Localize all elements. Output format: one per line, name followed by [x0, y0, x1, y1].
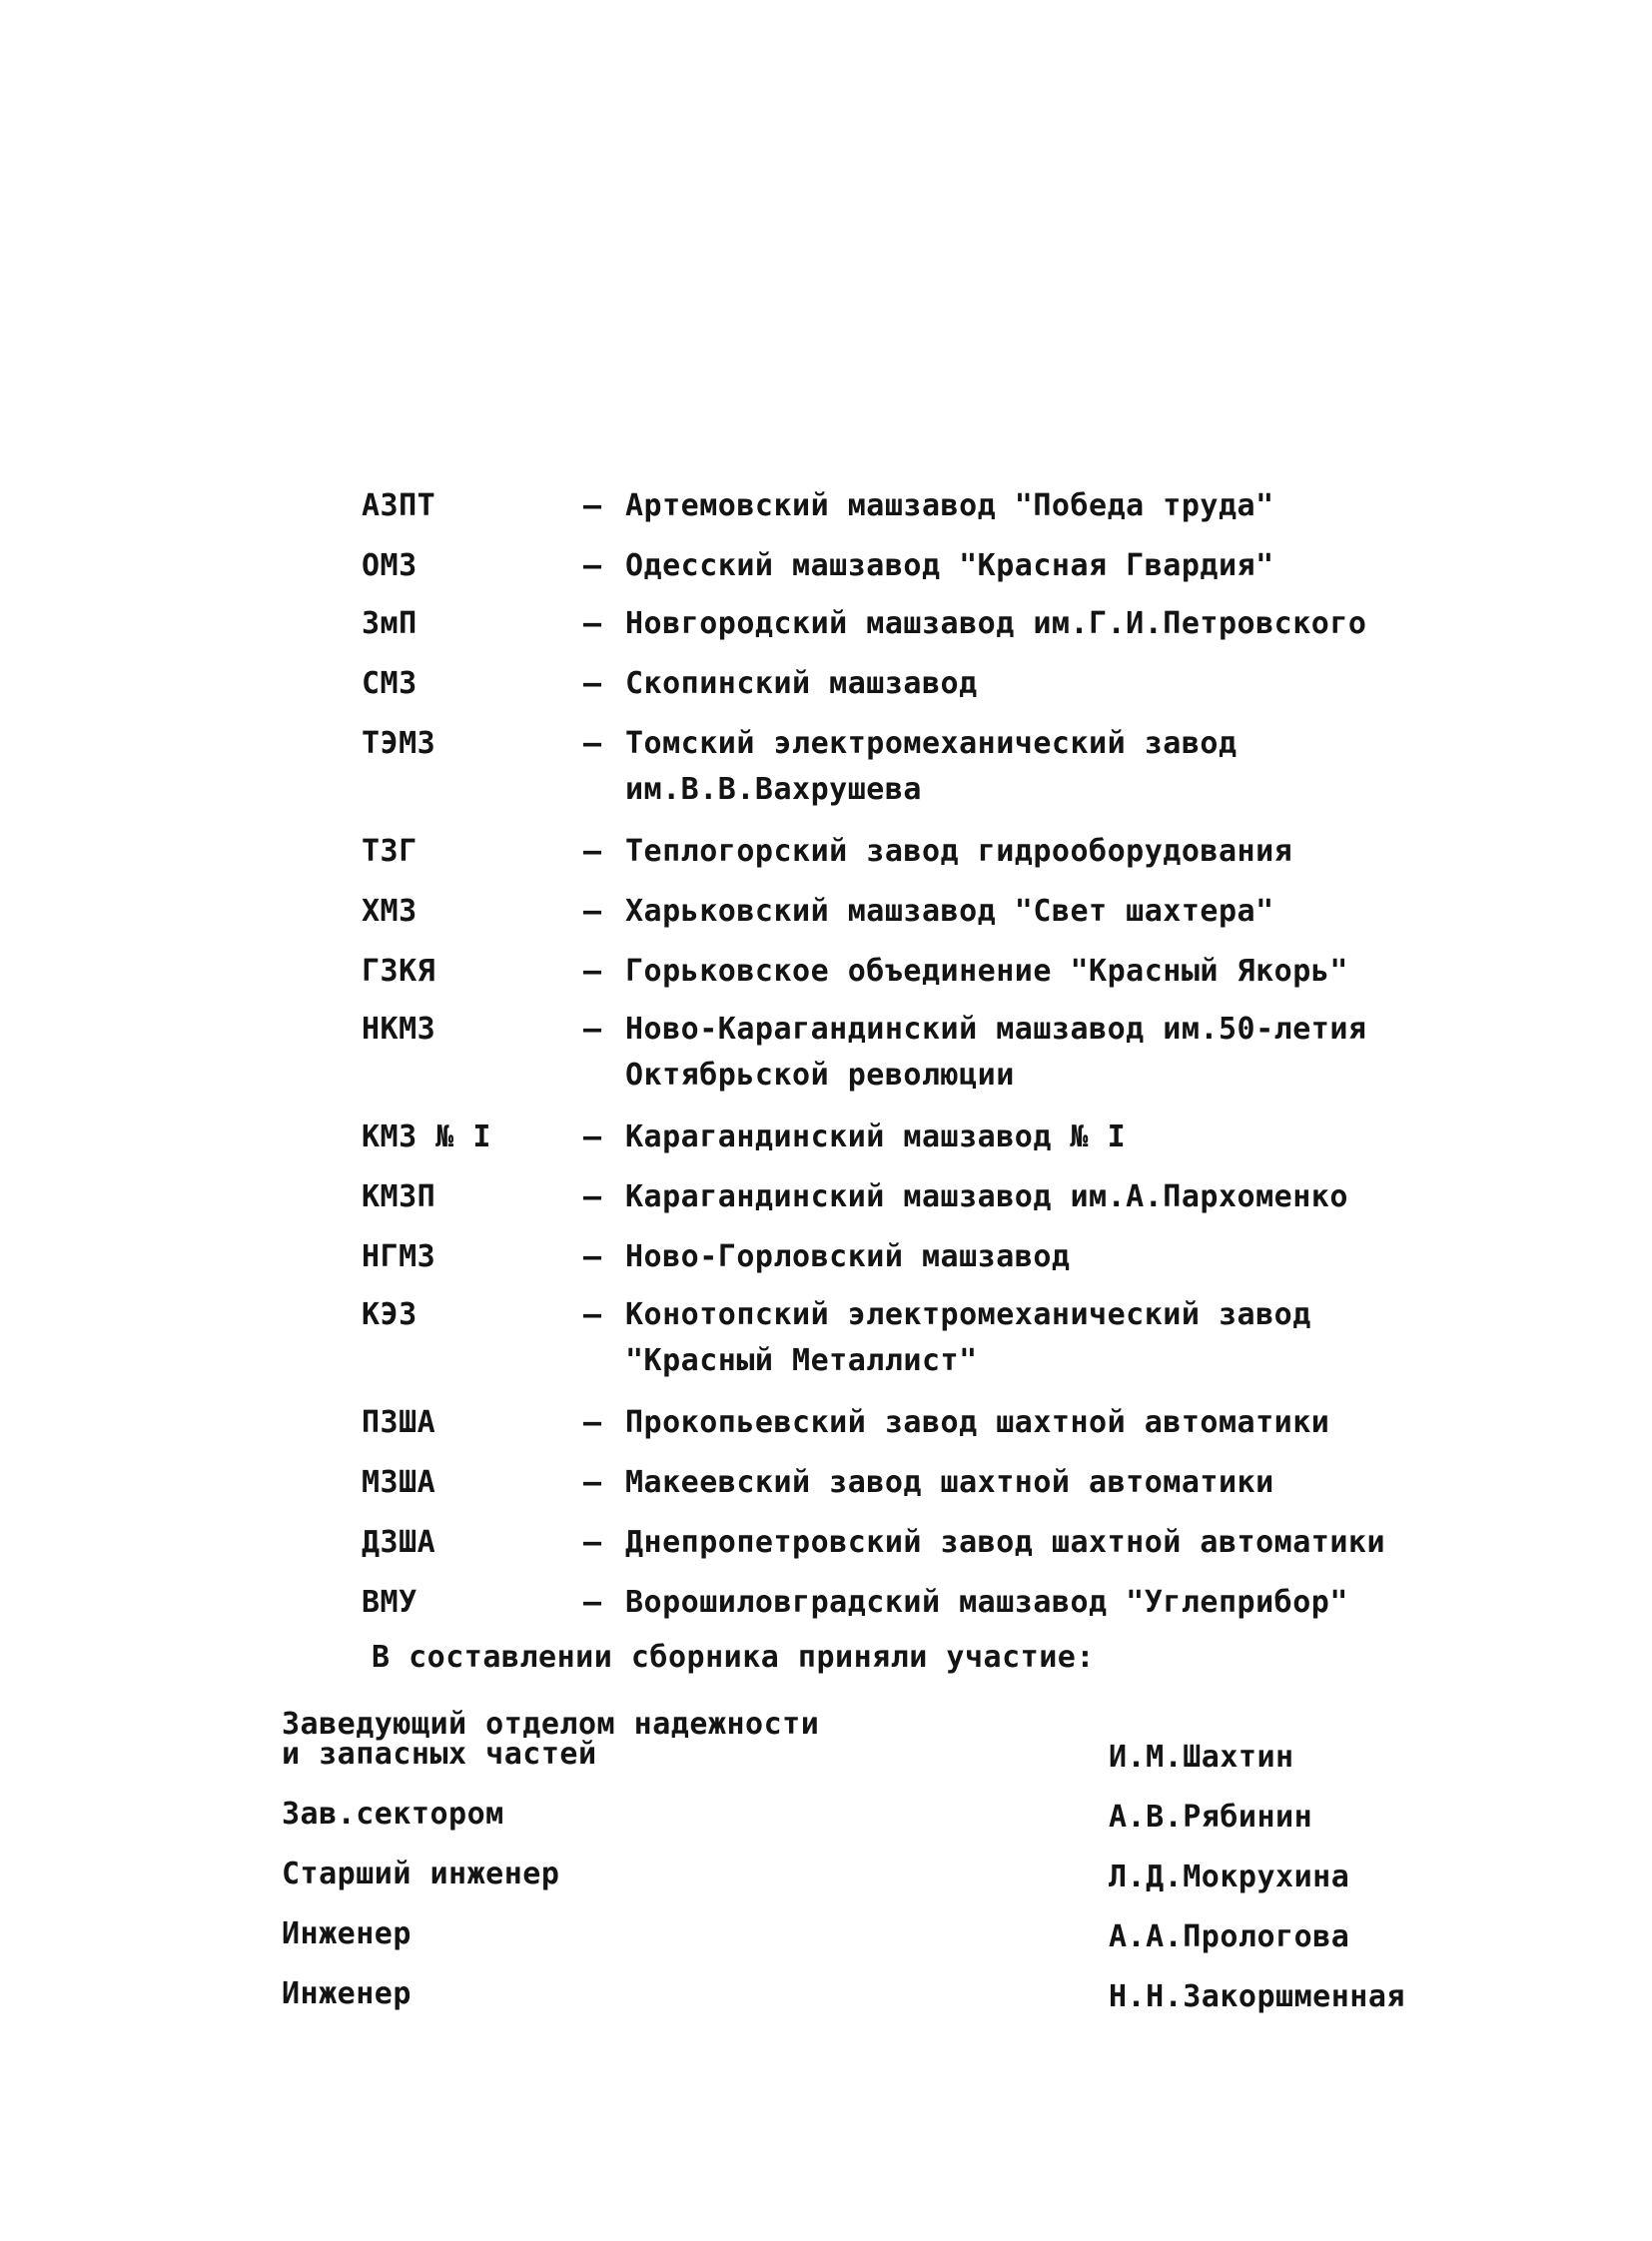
contributor-role: Инженер [282, 1976, 412, 2011]
abbreviation: СМЗ [362, 666, 417, 701]
dash: – [583, 548, 602, 583]
description-line: Октябрьской революции [625, 1058, 1015, 1093]
abbreviation: ОМЗ [362, 548, 417, 583]
abbreviation: ДЗША [362, 1525, 436, 1560]
abbreviation-description [625, 1174, 1524, 1220]
description-line: Харьковский машзавод "Свет шахтера" [625, 894, 1274, 929]
abbreviation: ПЗША [362, 1405, 436, 1440]
description-line: Ново-Карагандинский машзавод им.50-летия [625, 1012, 1367, 1047]
dash: – [583, 1239, 602, 1274]
dash: – [583, 726, 602, 761]
description-line: Одесский машзавод "Красная Гвардия" [625, 548, 1274, 583]
description-line: им.В.В.Вахрушева [625, 772, 922, 807]
dash: – [583, 834, 602, 869]
dash: – [583, 1525, 602, 1560]
abbreviation: КЭЗ [362, 1297, 417, 1332]
abbreviation-description [625, 829, 1524, 875]
contributor-role: Инженер [282, 1916, 412, 1951]
abbreviation-description [625, 1007, 1524, 1099]
description-line: "Красный Металлист" [625, 1343, 978, 1378]
dash: – [583, 1012, 602, 1047]
contributor-role: Заведующий отделом надежности и запасных частей [282, 1707, 820, 1772]
description-line: Артемовский машзавод "Победа труда" [625, 488, 1274, 523]
description-line: Днепропетровский завод шахтной автоматики [625, 1525, 1386, 1560]
abbreviation: КМЗ № I [362, 1120, 491, 1154]
description-line: Макеевский завод шахтной автоматики [625, 1465, 1274, 1500]
contributor-name: Н.Н.Закоршменная [1109, 1979, 1405, 2014]
description-line: Скопинский машзавод [625, 666, 978, 701]
dash: – [583, 1179, 602, 1214]
dash: – [583, 894, 602, 929]
abbreviation-description [625, 1234, 1524, 1280]
abbreviation-description [625, 601, 1524, 647]
contributor-name: Л.Д.Мокрухина [1109, 1860, 1350, 1894]
dash: – [583, 1405, 602, 1440]
abbreviation-description [625, 1400, 1524, 1446]
description-line: Карагандинский машзавод им.А.Пархоменко [625, 1179, 1348, 1214]
dash: – [583, 1465, 602, 1500]
dash: – [583, 1120, 602, 1154]
contributor-name: А.А.Прологова [1109, 1919, 1350, 1954]
abbreviation-description [625, 889, 1524, 935]
description-line: Теплогорский завод гидрооборудования [625, 834, 1293, 869]
abbreviation-description [625, 1115, 1524, 1160]
abbreviation: АЗПТ [362, 488, 436, 523]
contributor-name: И.М.Шахтин [1109, 1740, 1294, 1775]
description-line: Карагандинский машзавод № I [625, 1120, 1127, 1154]
contributor-role: Зав.сектором [282, 1797, 504, 1832]
description-line: Томский электромеханический завод [625, 726, 1238, 761]
abbreviation: ХМЗ [362, 894, 417, 929]
dash: – [583, 1585, 602, 1620]
abbreviation-description [625, 661, 1524, 707]
abbreviation: НКМЗ [362, 1012, 436, 1047]
description-line: Конотопский электромеханический завод [625, 1297, 1311, 1332]
abbreviation: КМЗП [362, 1179, 436, 1214]
abbreviation: ТЭМЗ [362, 726, 436, 761]
dash: – [583, 488, 602, 523]
abbreviation-description [625, 1520, 1524, 1566]
description-line: Новгородский машзавод им.Г.И.Петровского [625, 606, 1367, 641]
abbreviation-description [625, 543, 1524, 589]
abbreviation-description [625, 483, 1524, 529]
dash: – [583, 954, 602, 989]
description-line: Горьковское объединение "Красный Якорь" [625, 954, 1348, 989]
contributor-name: А.В.Рябинин [1109, 1800, 1313, 1835]
abbreviation-description [625, 1460, 1524, 1506]
abbreviation: НГМЗ [362, 1239, 436, 1274]
participation-heading: В составлении сборника приняли участие: [372, 1640, 1095, 1675]
abbreviation-description [625, 949, 1524, 995]
description-line: Прокопьевский завод шахтной автоматики [625, 1405, 1330, 1440]
abbreviation-description [625, 721, 1524, 813]
abbreviation: ГЗКЯ [362, 954, 436, 989]
abbreviation: ЗмП [362, 606, 417, 641]
abbreviation: МЗША [362, 1465, 436, 1500]
abbreviation: ВМУ [362, 1585, 417, 1620]
description-line: Ново-Горловский машзавод [625, 1239, 1071, 1274]
contributor-role: Старший инженер [282, 1857, 560, 1891]
dash: – [583, 1297, 602, 1332]
dash: – [583, 666, 602, 701]
abbreviation: ТЗГ [362, 834, 417, 869]
abbreviation-description [625, 1580, 1524, 1626]
dash: – [583, 606, 602, 641]
description-line: Ворошиловградский машзавод "Углеприбор" [625, 1585, 1348, 1620]
abbreviation-description [625, 1292, 1524, 1384]
